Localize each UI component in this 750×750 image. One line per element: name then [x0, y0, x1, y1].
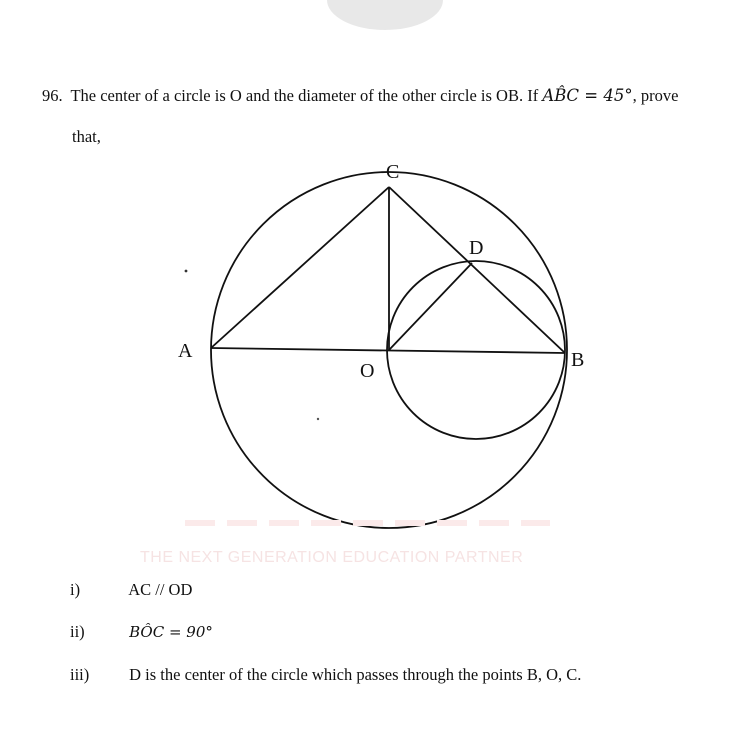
segment-cb	[389, 187, 565, 353]
watermark: THE NEXT GENERATION EDUCATION PARTNER	[140, 549, 524, 566]
stray-dot	[317, 418, 319, 420]
question-stem-end: , prove	[632, 86, 679, 105]
part-text: D is the center of the circle which passes through the points B, O, C.	[129, 665, 582, 684]
segment-od	[389, 263, 472, 350]
label-o: O	[360, 360, 375, 382]
part-i	[70, 580, 192, 600]
segment-ac	[211, 187, 389, 348]
stray-dot	[185, 270, 188, 273]
label-c: C	[386, 161, 400, 183]
question-continuation: that,	[72, 127, 101, 146]
part-label: i)	[70, 580, 81, 599]
part-label: ii)	[70, 622, 85, 641]
part-label: iii)	[70, 665, 90, 684]
label-b: B	[571, 349, 585, 371]
angle-expression: AB̂C = 45°	[542, 86, 633, 105]
label-d: D	[469, 237, 484, 259]
part-text: AC // OD	[128, 580, 193, 599]
question-number: 96.	[42, 86, 63, 105]
label-a: A	[178, 340, 193, 362]
part-iii	[70, 665, 581, 685]
watermark-bar	[185, 520, 550, 526]
part-ii	[70, 622, 213, 642]
diameter-ab	[211, 348, 565, 353]
question-stem: The center of a circle is O and the diameter of the other circle is OB. If	[70, 86, 539, 105]
part-text: BÔC = 90°	[129, 623, 213, 641]
